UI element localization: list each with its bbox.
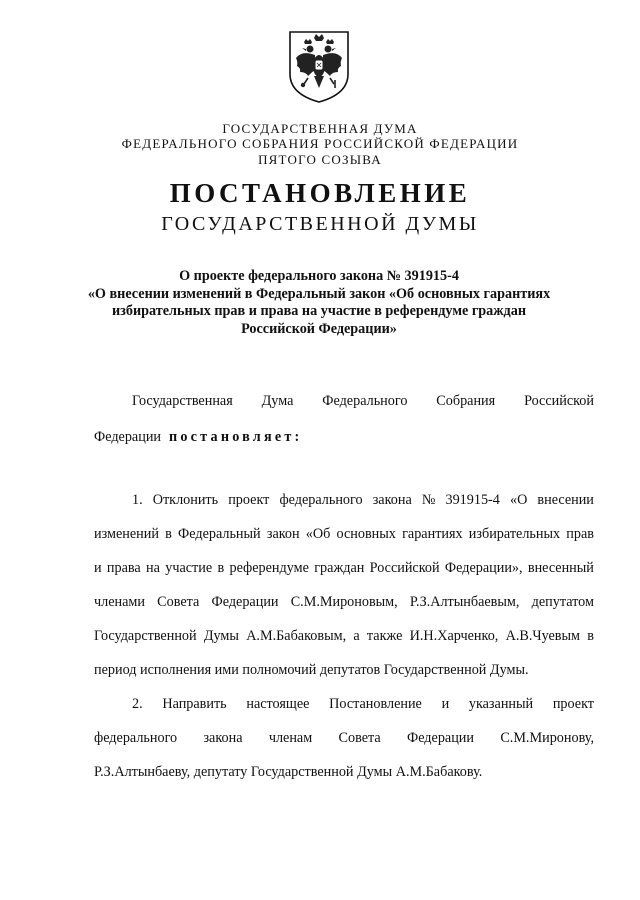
word: внесенный (527, 560, 594, 576)
word: членами (94, 594, 145, 610)
word: прав (566, 526, 594, 542)
word: референдуме (229, 560, 309, 576)
word: изменений (94, 526, 159, 542)
word: Федеральный (178, 526, 261, 542)
word: а (353, 628, 360, 644)
word: Р.З.Алтынбаевым, (409, 594, 520, 610)
word: участие (165, 560, 213, 576)
word: депутатом (531, 594, 594, 610)
intro-line (132, 391, 594, 411)
word: Государственной (94, 628, 197, 644)
word: Федерации», (444, 560, 523, 576)
word: федерального (94, 730, 178, 746)
item-2-line (132, 694, 594, 714)
word: закона (203, 730, 243, 746)
word: 2. (132, 696, 143, 712)
word: проект (552, 696, 594, 712)
word: на (146, 560, 160, 576)
word: федерального (279, 492, 363, 508)
word: в (165, 526, 172, 542)
item-1-line (94, 626, 594, 646)
item-1-line (94, 524, 594, 544)
word: С.М.Мироновым, (290, 594, 398, 610)
word: настоящее (246, 696, 310, 712)
word: также (366, 628, 403, 644)
word: Российской (524, 393, 594, 409)
header-duma: ГОСУДАРСТВЕННАЯ ДУМА (222, 121, 418, 136)
word: закон (266, 526, 300, 542)
item-2-line (94, 728, 594, 748)
word: Отклонить (152, 492, 219, 508)
word: № (421, 492, 436, 508)
bill-title-line: «О внесении изменений в Федеральный закон «Об основных гарантиях (87, 285, 551, 302)
word: членам (268, 730, 313, 746)
word: граждан (314, 560, 365, 576)
word: гарантиях (402, 526, 463, 542)
word: указанный (468, 696, 534, 712)
header-federal-assembly: ФЕДЕРАЛЬНОГО СОБРАНИЯ РОССИЙСКОЙ ФЕДЕРАЦИИ (121, 136, 519, 151)
item-1-last-line: период исполнения ими полномочий депутатов Государственной Думы. (94, 662, 529, 678)
word: Постановление (329, 696, 422, 712)
word: Направить (162, 696, 227, 712)
word: Совета (338, 730, 381, 746)
word: закона (372, 492, 412, 508)
bill-title-line: избирательных прав и права на участие в референдуме граждан (111, 303, 526, 319)
word: проект (228, 492, 270, 508)
word: права (106, 560, 141, 576)
bill-title (80, 268, 558, 338)
word: избирательных (468, 526, 561, 542)
word: Российской (369, 560, 440, 576)
word: Думы (203, 628, 239, 644)
item-1-line (132, 490, 594, 510)
word: 1. (132, 492, 143, 508)
bill-title-line: О проекте федерального закона № 391915-4 (179, 268, 459, 284)
word: и (441, 696, 450, 712)
word: в (217, 560, 225, 576)
bill-title-line: Российской Федерации» (241, 320, 397, 337)
word: «Об (305, 526, 331, 542)
word: А.М.Бабаковым, (246, 628, 347, 644)
word: «О (509, 492, 528, 508)
word: основных (336, 526, 396, 542)
item-2-last-line: Р.З.Алтынбаеву, депутату Государственной Думы А.М.Бабакову. (94, 764, 483, 780)
document-subtitle: ГОСУДАРСТВЕННОЙ ДУМЫ (161, 213, 479, 235)
item-1-line (94, 558, 594, 578)
header-convocation: ПЯТОГО СОЗЫВА (258, 152, 382, 167)
word: и (94, 560, 102, 576)
word: Государственная (132, 393, 233, 409)
word: 391915-4 (445, 492, 500, 508)
state-emblem-icon (284, 28, 354, 104)
word: Совета (157, 594, 200, 610)
intro-line (94, 427, 302, 447)
word: Федерации (94, 429, 162, 445)
document-title: ПОСТАНОВЛЕНИЕ (169, 178, 471, 208)
word: в (587, 628, 594, 644)
word: Федерации (211, 594, 279, 610)
word: С.М.Миронову, (500, 730, 594, 746)
item-1-line (94, 592, 594, 612)
word: Федерального (322, 393, 408, 409)
word: Федерации (406, 730, 474, 746)
word: Дума (261, 393, 294, 409)
word: внесении (537, 492, 594, 508)
word: А.В.Чуевым (505, 628, 581, 644)
word: Собрания (436, 393, 496, 409)
word: И.Н.Харченко, (409, 628, 499, 644)
resolves-verb: постановляет: (169, 429, 303, 445)
